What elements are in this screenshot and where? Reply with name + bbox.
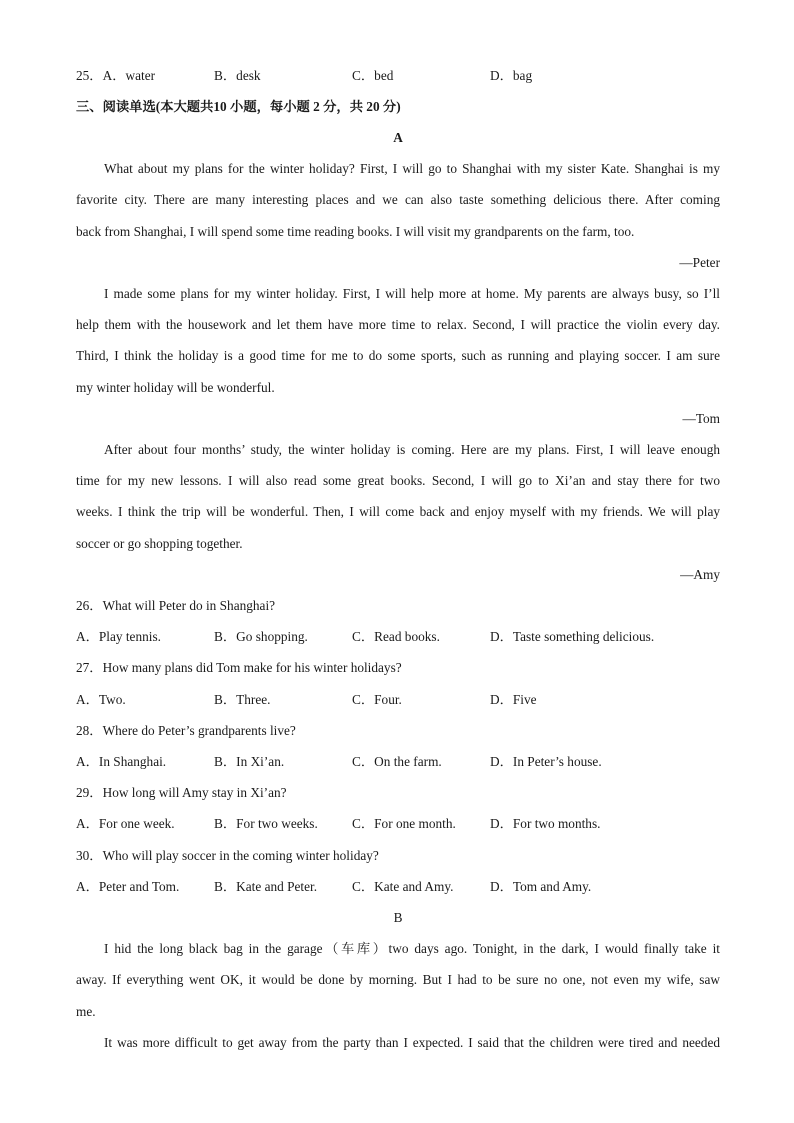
option-d: D．Tom and Amy. [490, 879, 592, 894]
question-options [76, 627, 720, 647]
option-c: C．Four. [352, 692, 402, 707]
option-b: B．In Xi’an. [214, 754, 285, 769]
passage-a-p1-line: favorite city. There are many interesting places and we can also taste something delicious there. After coming [76, 192, 720, 207]
option-d: D．In Peter’s house. [490, 754, 602, 769]
question-stem: 30．Who will play soccer in the coming winter holiday? [76, 848, 379, 863]
option-a: A．In Shanghai. [76, 754, 167, 769]
signature-peter: —Peter [679, 255, 720, 270]
question-options [76, 877, 720, 897]
passage-a-p1-line: What about my plans for the winter holiday? First, I will go to Shanghai with my sister Kate. Shanghai is my [104, 161, 720, 176]
question-options [76, 814, 720, 834]
option-c: C．For one month. [352, 816, 456, 831]
option-d: D．Taste something delicious. [490, 629, 655, 644]
passage-b-p2-line: It was more difficult to get away from the party than I expected. I said that the children were tired and needed [104, 1035, 720, 1050]
option-c: C．On the farm. [352, 754, 442, 769]
q25-option-b: B．desk [214, 68, 261, 83]
passage-b-p1-line: away. If everything went OK, it would be done by morning. But I had to be sure no one, not even my wife, saw [76, 972, 720, 987]
option-b: B．For two weeks. [214, 816, 318, 831]
question-options [76, 690, 720, 710]
question-stem: 26．What will Peter do in Shanghai? [76, 598, 276, 613]
passage-a-p2-line: Third, I think the holiday is a good time for me to do some sports, such as running and playing soccer. I am sure [76, 348, 720, 363]
passage-a-p2-line: help them with the housework and let them have more time to relax. Second, I will practice the violin every day. [76, 317, 720, 332]
option-c: C．Read books. [352, 629, 440, 644]
question-stem: 28．Where do Peter’s grandparents live? [76, 723, 296, 738]
signature-amy: —Amy [680, 567, 720, 582]
passage-a-label: A [393, 130, 403, 145]
passage-a-p2-line: I made some plans for my winter holiday. First, I will help more at home. My parents are always busy, so I’ll [104, 286, 720, 301]
option-c: C．Kate and Amy. [352, 879, 454, 894]
passage-b-label: B [393, 910, 403, 925]
section-heading: 三、阅读单选(本大题共10 小题，每小题 2 分，共 20 分) [76, 99, 401, 114]
passage-a-p1-line: back from Shanghai, I will spend some time reading books. I will visit my grandparents on the farm, too. [76, 224, 635, 239]
question-25-options [76, 66, 720, 86]
option-d: D．For two months. [490, 816, 601, 831]
passage-a-p3-line: weeks. I think the trip will be wonderful. Then, I will come back and enjoy myself with my friends. We will play [76, 504, 720, 519]
option-a: A．For one week. [76, 816, 175, 831]
question-stem: 27．How many plans did Tom make for his winter holidays? [76, 660, 402, 675]
option-b: B．Kate and Peter. [214, 879, 318, 894]
option-a: A．Two. [76, 692, 126, 707]
question-options [76, 752, 720, 772]
option-d: D．Five [490, 692, 537, 707]
passage-a-p3-line: After about four months’ study, the winter holiday is coming. Here are my plans. First, I will leave enough [104, 442, 720, 457]
question-stem: 29．How long will Amy stay in Xi’an? [76, 785, 287, 800]
passage-b-p1-line: me. [76, 1004, 96, 1019]
passage-a-p2-line: my winter holiday will be wonderful. [76, 380, 275, 395]
passage-a-p3-line: time for my new lessons. I will also read some great books. Second, I will go to Xi’an and stay there for two [76, 473, 720, 488]
passage-a-p3-line: soccer or go shopping together. [76, 536, 243, 551]
q25-option-c: C．bed [352, 68, 394, 83]
q25-option-d: D．bag [490, 68, 533, 83]
passage-b-p1-line: I hid the long black bag in the garage（车库）two days ago. Tonight, in the dark, I would finally take it [104, 941, 720, 956]
option-a: A．Peter and Tom. [76, 879, 180, 894]
q25-option-a: 25．A．water [76, 68, 156, 83]
signature-tom: —Tom [682, 411, 720, 426]
option-a: A．Play tennis. [76, 629, 161, 644]
option-b: B．Go shopping. [214, 629, 308, 644]
option-b: B．Three. [214, 692, 271, 707]
